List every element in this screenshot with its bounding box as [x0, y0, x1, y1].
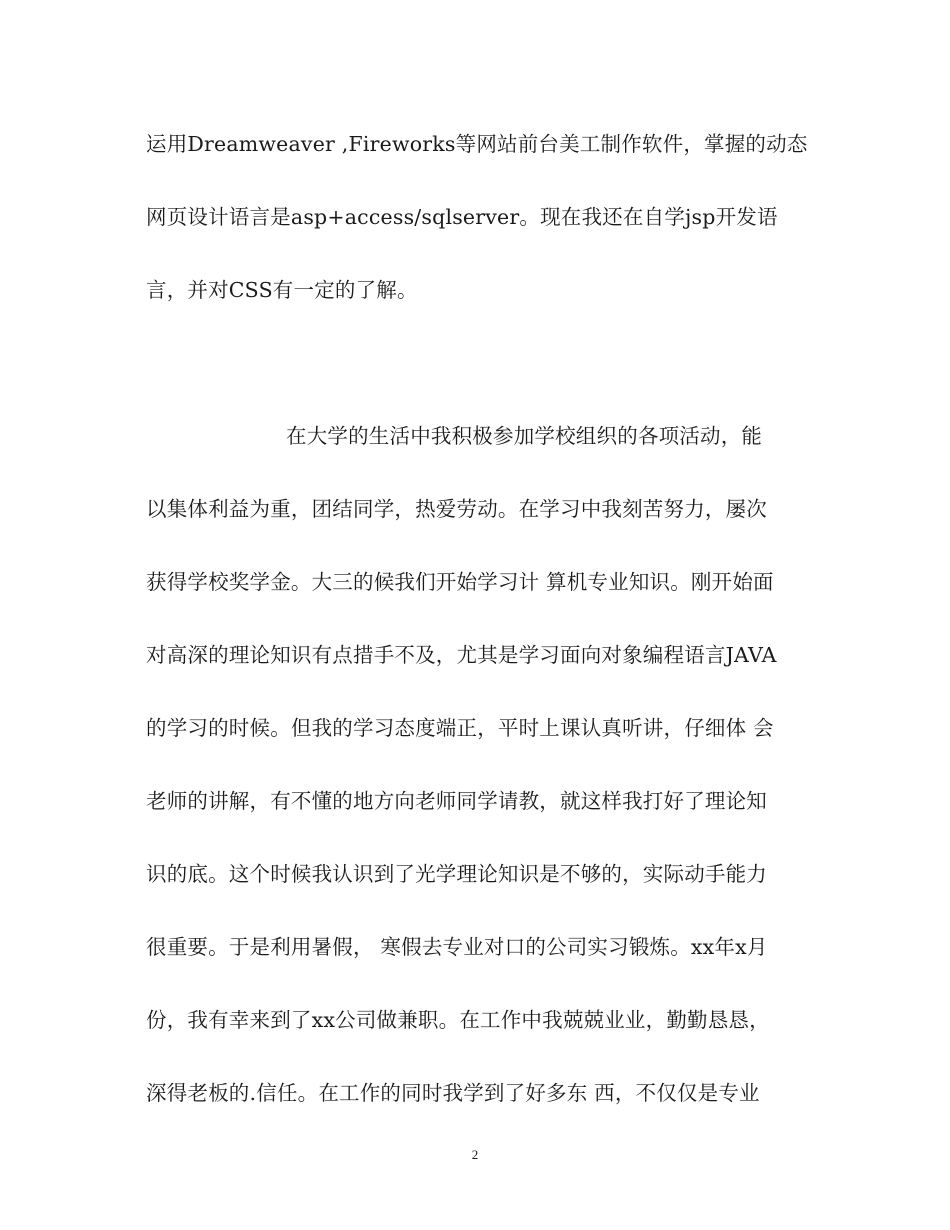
paragraph-2-line-10: 深得老板的.信任。在工作的同时我学到了好多东 西，不仅仅是专业 [146, 1081, 760, 1105]
paragraph-2-line-5: 的学习的时候。但我的学习态度端正，平时上课认真听讲，仔细体 会 [146, 716, 774, 740]
paragraph-2-line-4: 对高深的理论知识有点措手不及，尤其是学习面向对象编程语言JAVA [146, 643, 777, 667]
page-number: 2 [471, 1147, 479, 1162]
paragraph-1-line-2: 网页设计语言是asp+access/sqlserver。现在我还在自学jsp开发语 [146, 205, 778, 229]
paragraph-1-line-1: 运用Dreamweaver ,Fireworks等网站前台美工制作软件，掌握的动态 [146, 132, 808, 156]
paragraph-2-line-7: 识的底。这个时候我认识到了光学理论知识是不够的，实际动手能力 [146, 862, 767, 886]
paragraph-1-line-3: 言，并对CSS有一定的了解。 [146, 278, 418, 302]
paragraph-2-line-1: 在大学的生活中我积极参加学校组织的各项活动，能 [286, 424, 763, 448]
paragraph-2-line-8: 很重要。于是利用暑假， 寒假去专业对口的公司实习锻炼。xx年x月 [146, 935, 768, 959]
paragraph-2-line-2: 以集体利益为重，团结同学，热爱劳动。在学习中我刻苦努力，屡次 [146, 497, 767, 521]
paragraph-2-line-3: 获得学校奖学金。大三的候我们开始学习计 算机专业知识。刚开始面 [146, 570, 774, 594]
paragraph-2-line-9: 份，我有幸来到了xx公司做兼职。在工作中我兢兢业业，勤勤恳恳， [146, 1008, 770, 1032]
paragraph-2-line-6: 老师的讲解，有不懂的地方向老师同学请教，就这样我打好了理论知 [146, 789, 767, 813]
